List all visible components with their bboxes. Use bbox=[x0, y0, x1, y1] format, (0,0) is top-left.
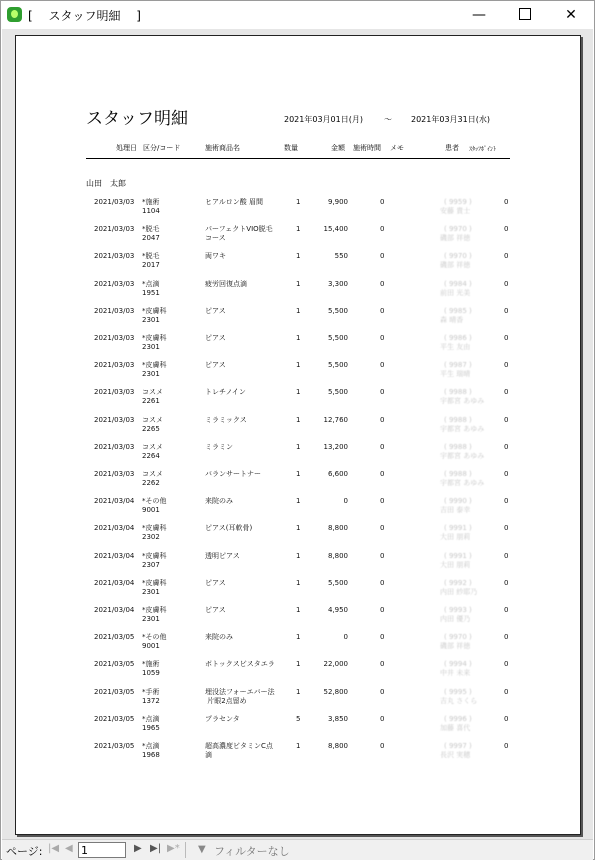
table-row bbox=[16, 416, 582, 443]
row-amount: 5,500 bbox=[327, 388, 348, 397]
row-qty: 1 bbox=[296, 742, 301, 750]
row-category: *皮膚科 bbox=[142, 551, 167, 560]
header-product: 施術商品名 bbox=[205, 144, 240, 152]
row-category: *その他 bbox=[142, 633, 167, 642]
table-row bbox=[16, 252, 582, 279]
row-amount: 3,850 bbox=[327, 714, 348, 723]
row-code: 2302 bbox=[142, 533, 160, 542]
row-product: パーフェクトVIO脱毛 bbox=[205, 225, 273, 234]
row-category: *施術 bbox=[142, 198, 160, 206]
report-page bbox=[15, 35, 581, 835]
row-qty: 1 bbox=[296, 252, 301, 261]
row-product-line2: 滴 bbox=[205, 751, 212, 759]
row-qty: 1 bbox=[296, 470, 301, 478]
row-patient-name: 前田 光美 bbox=[440, 288, 471, 297]
table-row bbox=[16, 633, 582, 660]
row-point: 0 bbox=[504, 578, 509, 587]
table-row bbox=[16, 225, 582, 252]
row-qty: 1 bbox=[296, 442, 301, 451]
row-point: 0 bbox=[504, 497, 509, 506]
row-product: ミラミックス bbox=[205, 415, 247, 424]
row-date: 2021/03/03 bbox=[94, 361, 135, 370]
row-qty: 1 bbox=[296, 497, 301, 506]
row-product: 両ワキ bbox=[205, 252, 226, 261]
header-qty: 数量 bbox=[284, 144, 298, 152]
row-patient-name: 磯部 祥徳 bbox=[440, 642, 471, 651]
row-date: 2021/03/03 bbox=[94, 334, 135, 342]
row-code: 2265 bbox=[142, 424, 160, 433]
row-patient-id: ( 9970 ) bbox=[444, 633, 472, 642]
row-patient-name: 加藤 喜代 bbox=[440, 723, 471, 732]
row-point: 0 bbox=[504, 415, 509, 424]
row-point: 0 bbox=[504, 306, 509, 315]
row-patient-id: ( 9988 ) bbox=[444, 442, 472, 451]
app-icon bbox=[7, 7, 22, 22]
row-date: 2021/03/03 bbox=[94, 388, 135, 397]
header-staff-point: ｽﾀｯﾌﾎﾟｲﾝﾄ bbox=[469, 146, 497, 153]
row-amount: 5,500 bbox=[327, 334, 348, 342]
row-product: プラセンタ bbox=[205, 714, 240, 723]
row-amount: 13,200 bbox=[323, 442, 348, 451]
row-time: 0 bbox=[380, 714, 385, 723]
row-point: 0 bbox=[504, 361, 509, 370]
row-qty: 1 bbox=[296, 633, 301, 642]
row-patient-id: ( 9992 ) bbox=[444, 578, 472, 587]
row-product: 超高濃度ビタミンC点 bbox=[205, 742, 273, 750]
row-product: トレチノイン bbox=[205, 388, 246, 397]
period-tilde: ～ bbox=[384, 115, 392, 124]
table-row bbox=[16, 497, 582, 524]
row-product: 来院のみ bbox=[205, 633, 233, 642]
row-point: 0 bbox=[504, 714, 509, 723]
row-amount: 8,800 bbox=[327, 524, 348, 533]
row-amount: 4,950 bbox=[327, 606, 348, 614]
row-category: *皮膚科 bbox=[142, 524, 167, 533]
table-row bbox=[16, 688, 582, 715]
row-qty: 1 bbox=[296, 306, 301, 315]
row-patient-name: 平生 瑞晴 bbox=[440, 370, 471, 379]
row-patient-name: 吉田 泰幸 bbox=[440, 506, 471, 515]
row-code: 2301 bbox=[142, 615, 160, 623]
row-qty: 1 bbox=[296, 198, 301, 206]
row-qty: 1 bbox=[296, 225, 301, 234]
row-product: ピアス bbox=[205, 361, 226, 370]
close-button[interactable]: ✕ bbox=[565, 7, 577, 23]
row-qty: 1 bbox=[296, 388, 301, 397]
row-code: 2307 bbox=[142, 560, 160, 569]
row-patient-id: ( 9988 ) bbox=[444, 470, 472, 478]
row-patient-name: 磯部 祥徳 bbox=[440, 234, 471, 243]
row-time: 0 bbox=[380, 361, 385, 370]
row-product: バランサートナー bbox=[205, 470, 261, 478]
row-product: ミラミン bbox=[205, 442, 233, 451]
row-patient-id: ( 9991 ) bbox=[444, 551, 472, 560]
row-date: 2021/03/05 bbox=[94, 742, 135, 750]
row-time: 0 bbox=[380, 334, 385, 342]
row-code: 9001 bbox=[142, 506, 160, 515]
row-code: 2301 bbox=[142, 370, 160, 379]
row-amount: 15,400 bbox=[323, 225, 348, 234]
page-number-input[interactable] bbox=[78, 842, 126, 858]
row-product: ヒアルロン酸 眉間 bbox=[205, 198, 263, 206]
row-amount: 0 bbox=[343, 633, 348, 642]
row-time: 0 bbox=[380, 687, 385, 696]
row-category: *施術 bbox=[142, 660, 160, 669]
row-patient-id: ( 9997 ) bbox=[444, 742, 472, 750]
period-start: 2021年03月01日(月) bbox=[284, 115, 363, 124]
row-patient-id: ( 9993 ) bbox=[444, 606, 472, 614]
title-bar bbox=[1, 1, 594, 29]
row-point: 0 bbox=[504, 524, 509, 533]
row-date: 2021/03/04 bbox=[94, 551, 135, 560]
row-time: 0 bbox=[380, 442, 385, 451]
row-date: 2021/03/04 bbox=[94, 606, 135, 614]
row-amount: 12,760 bbox=[323, 415, 348, 424]
row-amount: 5,500 bbox=[327, 361, 348, 370]
row-amount: 550 bbox=[334, 252, 348, 261]
row-code: 2017 bbox=[142, 261, 160, 270]
table-row bbox=[16, 660, 582, 687]
row-product: ピアス bbox=[205, 306, 226, 315]
row-code: 1372 bbox=[142, 696, 160, 705]
row-time: 0 bbox=[380, 606, 385, 614]
row-date: 2021/03/03 bbox=[94, 306, 135, 315]
row-time: 0 bbox=[380, 279, 385, 288]
row-patient-name: 中井 未来 bbox=[440, 669, 471, 678]
table-row bbox=[16, 443, 582, 470]
row-patient-name: 宇都宮 あゆみ bbox=[440, 479, 485, 487]
row-product: 埋没法フォーエバー法 bbox=[205, 687, 275, 696]
table-row bbox=[16, 552, 582, 579]
row-qty: 5 bbox=[296, 714, 301, 723]
row-patient-id: ( 9996 ) bbox=[444, 714, 472, 723]
row-product: 透明ピアス bbox=[205, 551, 240, 560]
row-point: 0 bbox=[504, 687, 509, 696]
row-amount: 9,900 bbox=[327, 198, 348, 206]
row-code: 1951 bbox=[142, 288, 160, 297]
row-patient-id: ( 9984 ) bbox=[444, 279, 472, 288]
row-date: 2021/03/05 bbox=[94, 714, 135, 723]
row-time: 0 bbox=[380, 198, 385, 206]
row-patient-name: 宇都宮 あゆみ bbox=[440, 451, 485, 460]
header-amount: 金額 bbox=[331, 144, 345, 152]
row-qty: 1 bbox=[296, 687, 301, 696]
row-time: 0 bbox=[380, 633, 385, 642]
first-page-icon[interactable]: |◀ bbox=[48, 843, 60, 854]
table-row bbox=[16, 742, 582, 769]
row-code: 2047 bbox=[142, 234, 160, 243]
row-code: 2301 bbox=[142, 315, 160, 324]
table-row bbox=[16, 307, 582, 334]
row-category: *皮膚科 bbox=[142, 334, 167, 342]
header-category: 区分/コード bbox=[143, 144, 181, 152]
row-qty: 1 bbox=[296, 279, 301, 288]
row-patient-id: ( 9959 ) bbox=[444, 198, 472, 206]
row-qty: 1 bbox=[296, 361, 301, 370]
row-qty: 1 bbox=[296, 334, 301, 342]
row-patient-id: ( 9970 ) bbox=[444, 252, 472, 261]
row-amount: 52,800 bbox=[323, 687, 348, 696]
row-patient-id: ( 9970 ) bbox=[444, 225, 472, 234]
prev-page-icon[interactable]: ◀ bbox=[65, 843, 73, 854]
status-separator bbox=[185, 842, 186, 858]
row-category: *脱毛 bbox=[142, 252, 160, 261]
row-time: 0 bbox=[380, 742, 385, 750]
row-product: 疲労回復点滴 bbox=[205, 279, 247, 288]
window-title: [ スタッフ明細 ] bbox=[28, 9, 141, 23]
row-date: 2021/03/03 bbox=[94, 470, 135, 478]
row-category: *手術 bbox=[142, 687, 160, 696]
row-point: 0 bbox=[504, 334, 509, 342]
row-product: ピアス(耳軟骨) bbox=[205, 524, 253, 533]
row-patient-id: ( 9985 ) bbox=[444, 306, 472, 315]
row-time: 0 bbox=[380, 470, 385, 478]
row-point: 0 bbox=[504, 470, 509, 478]
row-category: *脱毛 bbox=[142, 225, 160, 234]
row-category: *皮膚科 bbox=[142, 606, 167, 614]
row-patient-name: 大田 朋莉 bbox=[440, 560, 471, 569]
row-code: 1968 bbox=[142, 751, 160, 759]
row-point: 0 bbox=[504, 633, 509, 642]
row-time: 0 bbox=[380, 388, 385, 397]
filter-button[interactable]: フィルターなし bbox=[214, 845, 290, 858]
row-patient-name: 宇都宮 あゆみ bbox=[440, 424, 485, 433]
row-date: 2021/03/03 bbox=[94, 198, 135, 206]
page-label: ページ: bbox=[6, 845, 43, 858]
row-code: 1104 bbox=[142, 207, 160, 215]
report-title: スタッフ明細 bbox=[86, 109, 188, 129]
row-time: 0 bbox=[380, 225, 385, 234]
row-qty: 1 bbox=[296, 415, 301, 424]
row-category: *点滴 bbox=[142, 279, 160, 288]
row-code: 2264 bbox=[142, 451, 160, 460]
row-code: 2301 bbox=[142, 343, 160, 351]
row-code: 1059 bbox=[142, 669, 160, 678]
row-amount: 6,600 bbox=[327, 470, 348, 478]
row-code: 2261 bbox=[142, 397, 160, 406]
report-viewer[interactable] bbox=[2, 29, 593, 839]
row-point: 0 bbox=[504, 442, 509, 451]
row-point: 0 bbox=[504, 252, 509, 261]
row-date: 2021/03/03 bbox=[94, 252, 135, 261]
row-date: 2021/03/04 bbox=[94, 524, 135, 533]
row-product: ピアス bbox=[205, 334, 226, 342]
period-end: 2021年03月31日(水) bbox=[411, 115, 490, 124]
row-category: コスメ bbox=[142, 470, 163, 478]
table-row bbox=[16, 361, 582, 388]
row-date: 2021/03/04 bbox=[94, 497, 135, 506]
row-qty: 1 bbox=[296, 524, 301, 533]
row-amount: 5,500 bbox=[327, 578, 348, 587]
row-patient-name: 大田 朋莉 bbox=[440, 533, 471, 542]
row-category: *その他 bbox=[142, 497, 167, 506]
row-code: 9001 bbox=[142, 642, 160, 651]
row-patient-id: ( 9987 ) bbox=[444, 361, 472, 370]
row-amount: 3,300 bbox=[327, 279, 348, 288]
row-qty: 1 bbox=[296, 578, 301, 587]
row-point: 0 bbox=[504, 606, 509, 614]
row-amount: 0 bbox=[343, 497, 348, 506]
row-time: 0 bbox=[380, 524, 385, 533]
row-time: 0 bbox=[380, 660, 385, 669]
row-point: 0 bbox=[504, 742, 509, 750]
row-patient-name: 宇都宮 あゆみ bbox=[440, 397, 485, 406]
staff-name: 山田 太郎 bbox=[86, 179, 126, 188]
row-product: 来院のみ bbox=[205, 497, 233, 506]
header-patient: 患者 bbox=[445, 144, 459, 152]
row-date: 2021/03/03 bbox=[94, 279, 135, 288]
row-patient-name: 内田 優乃 bbox=[440, 615, 471, 623]
row-patient-id: ( 9991 ) bbox=[444, 524, 472, 533]
row-point: 0 bbox=[504, 198, 509, 206]
table-row bbox=[16, 470, 582, 497]
row-product: ピアス bbox=[205, 606, 226, 614]
maximize-button[interactable] bbox=[502, 1, 548, 29]
row-patient-id: ( 9990 ) bbox=[444, 497, 472, 506]
row-amount: 8,800 bbox=[327, 551, 348, 560]
table-row bbox=[16, 198, 582, 225]
table-row bbox=[16, 579, 582, 606]
row-patient-name: 磯部 祥徳 bbox=[440, 261, 471, 270]
row-time: 0 bbox=[380, 415, 385, 424]
row-date: 2021/03/05 bbox=[94, 660, 135, 669]
row-category: *皮膚科 bbox=[142, 578, 167, 587]
header-date: 処理日 bbox=[116, 144, 137, 152]
table-row bbox=[16, 524, 582, 551]
row-amount: 8,800 bbox=[327, 742, 348, 750]
row-patient-name: 安藤 貴士 bbox=[440, 207, 471, 215]
row-patient-id: ( 9988 ) bbox=[444, 415, 472, 424]
row-category: *点滴 bbox=[142, 742, 160, 750]
row-qty: 1 bbox=[296, 606, 301, 614]
last-page-icon[interactable]: ▶| bbox=[150, 843, 162, 854]
new-record-icon[interactable]: ▶* bbox=[167, 843, 180, 854]
table-row bbox=[16, 334, 582, 361]
row-category: *皮膚科 bbox=[142, 361, 167, 370]
row-date: 2021/03/05 bbox=[94, 687, 135, 696]
row-date: 2021/03/03 bbox=[94, 442, 135, 451]
row-patient-name: 森 晴香 bbox=[440, 315, 464, 324]
row-code: 1965 bbox=[142, 723, 160, 732]
row-point: 0 bbox=[504, 660, 509, 669]
row-time: 0 bbox=[380, 578, 385, 587]
row-time: 0 bbox=[380, 497, 385, 506]
row-code: 2301 bbox=[142, 587, 160, 596]
row-qty: 1 bbox=[296, 660, 301, 669]
table-row bbox=[16, 606, 582, 633]
table-row bbox=[16, 388, 582, 415]
row-patient-name: 内田 紗耶乃 bbox=[440, 587, 478, 596]
row-code: 2262 bbox=[142, 479, 160, 487]
row-date: 2021/03/04 bbox=[94, 578, 135, 587]
header-memo: メモ bbox=[390, 144, 404, 152]
row-time: 0 bbox=[380, 551, 385, 560]
row-date: 2021/03/05 bbox=[94, 633, 135, 642]
row-category: *皮膚科 bbox=[142, 306, 167, 315]
filter-icon: ▼ bbox=[198, 844, 206, 855]
row-patient-name: 長沢 実穂 bbox=[440, 751, 471, 759]
row-point: 0 bbox=[504, 279, 509, 288]
row-amount: 22,000 bbox=[323, 660, 348, 669]
row-category: コスメ bbox=[142, 388, 163, 397]
row-patient-id: ( 9994 ) bbox=[444, 660, 472, 669]
row-patient-id: ( 9988 ) bbox=[444, 388, 472, 397]
row-patient-id: ( 9995 ) bbox=[444, 687, 472, 696]
row-patient-name: 吉丸 さくら bbox=[440, 696, 478, 705]
row-time: 0 bbox=[380, 306, 385, 315]
row-amount: 5,500 bbox=[327, 306, 348, 315]
row-product-line2: コース bbox=[205, 234, 226, 243]
row-category: コスメ bbox=[142, 415, 163, 424]
minimize-button[interactable]: — bbox=[472, 7, 486, 23]
row-category: コスメ bbox=[142, 442, 163, 451]
row-product: ボトックスビスタエラ bbox=[205, 660, 275, 669]
row-product-line2: 片眼2点留め bbox=[205, 696, 247, 705]
row-point: 0 bbox=[504, 388, 509, 397]
header-time: 施術時間 bbox=[353, 144, 381, 152]
row-point: 0 bbox=[504, 225, 509, 234]
status-bar bbox=[2, 839, 593, 860]
row-category: *点滴 bbox=[142, 714, 160, 723]
row-patient-id: ( 9986 ) bbox=[444, 334, 472, 342]
next-page-icon[interactable]: ▶ bbox=[134, 843, 142, 854]
row-point: 0 bbox=[504, 551, 509, 560]
row-date: 2021/03/03 bbox=[94, 415, 135, 424]
row-product: ピアス bbox=[205, 578, 226, 587]
table-row bbox=[16, 715, 582, 742]
table-row bbox=[16, 280, 582, 307]
row-date: 2021/03/03 bbox=[94, 225, 135, 234]
row-qty: 1 bbox=[296, 551, 301, 560]
row-patient-name: 平生 友由 bbox=[440, 343, 471, 351]
header-divider bbox=[86, 158, 510, 159]
row-time: 0 bbox=[380, 252, 385, 261]
